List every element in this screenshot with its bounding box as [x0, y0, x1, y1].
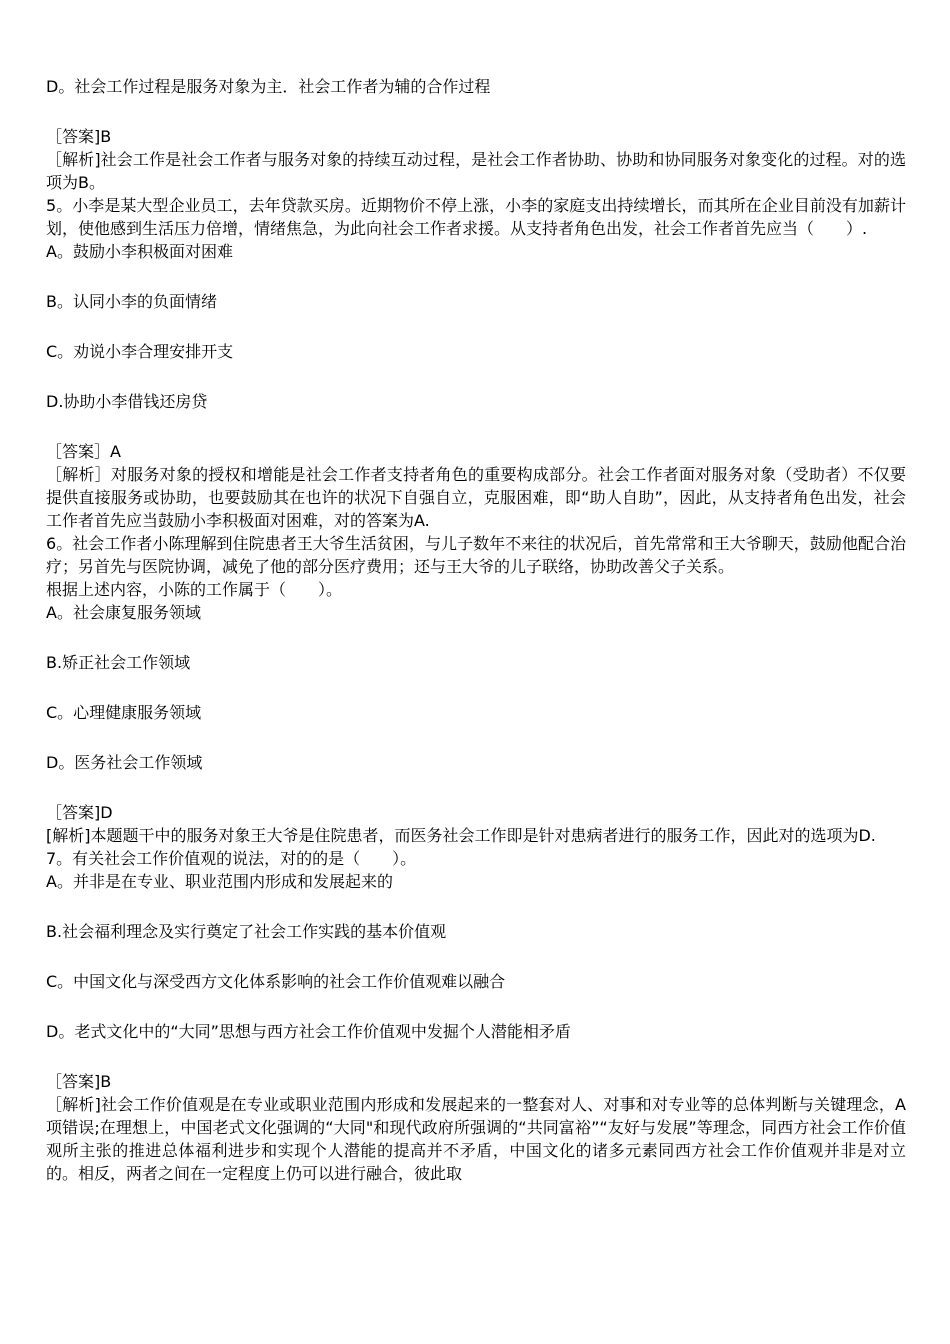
- q6-option-b: B.矫正社会工作领域: [46, 653, 191, 672]
- q4-option-d: D。社会工作过程是服务对象为主．社会工作者为辅的合作过程: [46, 77, 491, 96]
- q6-option-d: D。医务社会工作领域: [46, 753, 203, 772]
- q7-stem: 7。有关社会工作价值观的说法，对的的是（ ）。: [46, 849, 417, 868]
- page-content: [46, 75, 906, 1185]
- q6-answer: ［答案]D: [46, 803, 113, 822]
- q6-analysis: [解析]本题题干中的服务对象王大爷是住院患者，而医务社会工作即是针对患病者进行的服务工作，因此对的选项为D.: [46, 826, 876, 845]
- q7-option-c: C。中国文化与深受西方文化体系影响的社会工作价值观难以融合: [46, 972, 506, 991]
- q4-analysis: ［解析]社会工作是社会工作者与服务对象的持续互动过程，是社会工作者协助、协助和协同服务对象变化的过程。对的选项为B。: [46, 150, 906, 192]
- q7-analysis: ［解析]社会工作价值观是在专业或职业范围内形成和发展起来的一整套对人、对事和对专业等的总体判断与关键理念，A项错误;在理想上，中国老式文化强调的“大同"和现代政府所强调的“共同富裕”“友好与发展”等理念，同西方社会工作价值观所主张的推进总体福利进步和实现个人潜能的提高并不矛盾，中国文化的诸多元素同西方社会工作价值观并非是对立的。相反，两者之间在一定程度上仍可以进行融合，彼此取: [46, 1095, 906, 1183]
- q5-option-a: A。鼓励小李积极面对困难: [46, 242, 233, 261]
- q5-option-d: D.协助小李借钱还房贷: [46, 392, 208, 411]
- q5-option-b: B。认同小李的负面情绪: [46, 292, 217, 311]
- q5-option-c: C。劝说小李合理安排开支: [46, 342, 234, 361]
- q7-option-d: D。老式文化中的“大同”思想与西方社会工作价值观中发掘个人潜能相矛盾: [46, 1022, 571, 1041]
- q7-option-b: B.社会福利理念及实行奠定了社会工作实践的基本价值观: [46, 922, 447, 941]
- q5-analysis: ［解析］对服务对象的授权和增能是社会工作者支持者角色的重要构成部分。社会工作者面对服务对象（受助者）不仅要提供直接服务或协助，也要鼓励其在也许的状况下自强自立，克服困难，即“助人自助”，因此，从支持者角色出发，社会工作者首先应当鼓励小李积极面对困难，对的答案为A.: [46, 465, 906, 530]
- q6-option-a: A。社会康复服务领域: [46, 603, 201, 622]
- q6-stem: 6。社会工作者小陈理解到住院患者王大爷生活贫困，与儿子数年不来往的状况后，首先常常和王大爷聊天，鼓励他配合治疗；另首先与医院协调，减免了他的部分医疗费用；还与王大爷的儿子联络，协助改善父子关系。: [46, 534, 906, 576]
- q7-answer: ［答案]B: [46, 1072, 112, 1091]
- q5-stem: 5。小李是某大型企业员工，去年贷款买房。近期物价不停上涨，小李的家庭支出持续增长，而其所在企业目前没有加薪计划，使他感到生活压力倍增，情绪焦急，为此向社会工作者求援。从支持者角色出发，社会工作者首先应当（ ）.: [46, 196, 906, 238]
- q6-stem-question: 根据上述内容，小陈的工作属于（ ）。: [46, 580, 343, 599]
- q7-option-a: A。并非是在专业、职业范围内形成和发展起来的: [46, 872, 393, 891]
- q4-answer: ［答案]B: [46, 127, 112, 146]
- q5-answer: ［答案］A: [46, 442, 121, 461]
- q6-option-c: C。心理健康服务领域: [46, 703, 202, 722]
